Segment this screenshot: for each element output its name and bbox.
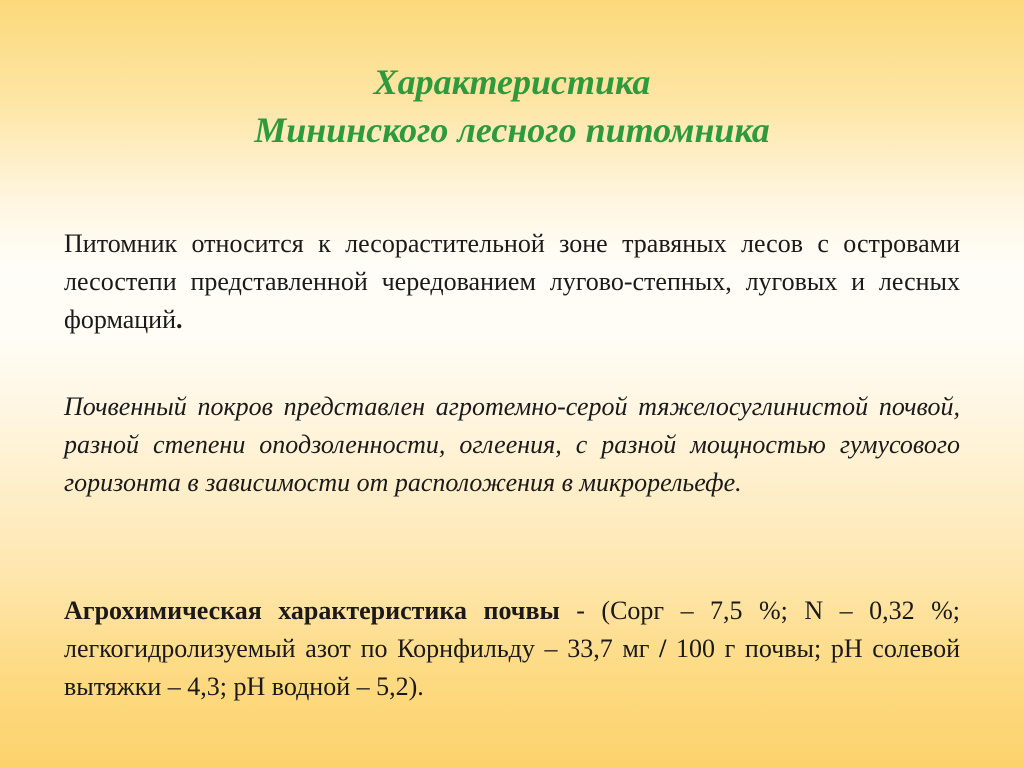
paragraph-2-text: Почвенный покров представлен агротемно-серой тяжелосуглинистой почвой, разной степени оподзоленности, оглеения, с разной мощностью гумусового горизонта в зависимости от расположения в микрорельефе. [64,392,960,497]
paragraph-3-text: - (Сорг – 7,5 %; N – 0,32 %; легкогидролизуемый азот по Корнфильду – 33,7 мг [64,596,960,663]
paragraph-zone-description [64,225,960,339]
paragraph-3-slash: / [659,634,667,663]
paragraph-agrochemical [64,592,960,706]
paragraph-1-end-mark: . [176,305,183,334]
paragraph-1-text: Питомник относится к лесорастительной зоне травяных лесов с островами лесостепи представленной чередованием лугово-степных, луговых и лесных формаций [64,229,960,334]
paragraph-3-lead: Агрохимическая характеристика почвы [64,596,560,625]
title-line-2: Мининского лесного питомника [254,110,770,150]
slide-title [0,58,1024,154]
paragraph-3-tail: 100 г почвы; рН солевой вытяжки – 4,3; рН водной – 5,2). [64,634,961,701]
paragraph-soil-cover [64,388,960,502]
title-line-1: Характеристика [373,62,651,102]
